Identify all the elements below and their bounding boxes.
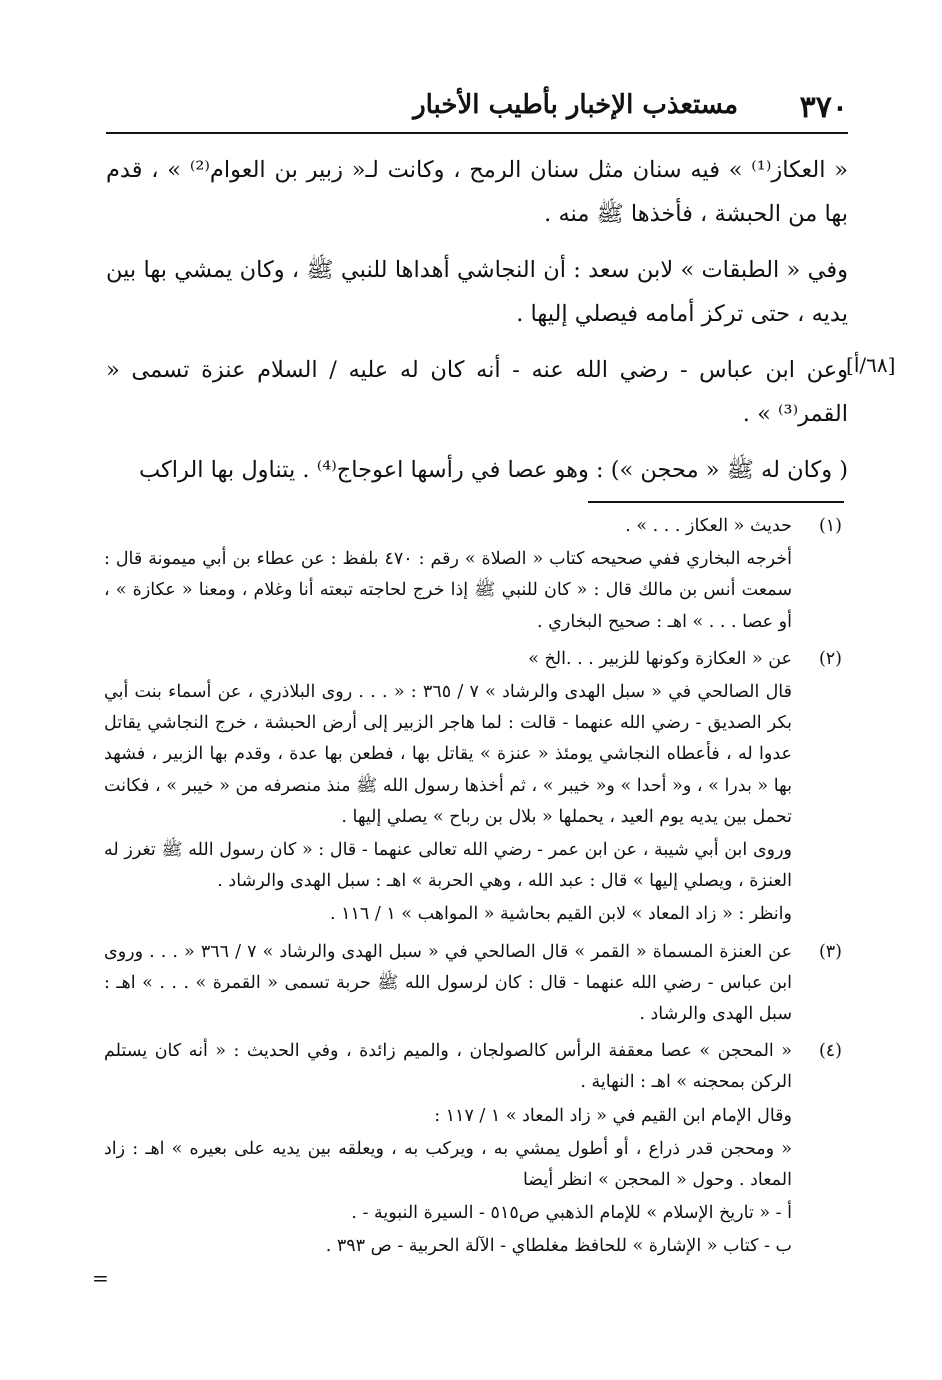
footnote-text: « المحجن » عصا معقفة الرأس كالصولجان ، والميم زائدة ، وفي الحديث : « أنه كان يستلم الركن بمحجنه » اهـ : النهاية . bbox=[104, 1041, 792, 1093]
continuation-mark: = bbox=[92, 1266, 109, 1290]
body-paragraph: « العكاز⁽¹⁾ » فيه سنان مثل سنان الرمح ، وكانت لـ« زبير بن العوام⁽²⁾ » ، قدم بها من الحبشة ، فأخذها ﷺ منه . bbox=[106, 157, 848, 227]
footnote-2 bbox=[104, 644, 842, 931]
margin-folio-marker: [٦٨/أ] bbox=[846, 353, 896, 377]
main-text bbox=[106, 148, 848, 504]
body-paragraph: ( وكان له ﷺ « محجن ») : وهو عصا في رأسها اعوجاج⁽⁴⁾ . يتناول بها الراكب bbox=[138, 457, 848, 483]
footnote-text: أ - « تاريخ الإسلام » للإمام الذهبي ص٥١٥ - السيرة النبوية - . bbox=[351, 1203, 792, 1224]
page-header bbox=[106, 86, 848, 126]
body-paragraph: وفي « الطبقات » لابن سعد : أن النجاشي أهداها للنبي ﷺ ، وكان يمشي بها بين يديه ، حتى تركز أمامه فيصلي إليها . bbox=[106, 257, 848, 327]
footnote-heading: حديث « العكاز . . . » . bbox=[625, 516, 792, 536]
footnote-number: (١) bbox=[818, 516, 842, 536]
footnote-number: (٣) bbox=[818, 941, 842, 962]
running-title: مستعذب الإخبار بأطيب الأخبار bbox=[413, 90, 738, 120]
footnote-1 bbox=[104, 511, 842, 638]
footnote-number: (٢) bbox=[818, 648, 842, 669]
footnote-text: أخرجه البخاري ففي صحيحه كتاب « الصلاة » رقم : ٤٧٠ بلفظ : عن عطاء بن أبي ميمونة قال : سمعت أنس بن مالك قال : « كان للنبي ﷺ إذا خرج لحاجته تبعته أنا وغلام ، ومعنا « عكازة » ، أو عصا . . . » اهـ : صحيح البخاري . bbox=[104, 549, 792, 632]
header-rule bbox=[106, 132, 848, 134]
footnote-text: وانظر : « زاد المعاد » لابن القيم بحاشية « المواهب » ١ / ١١٦ . bbox=[329, 904, 792, 925]
footnote-text: وقال الإمام ابن القيم في « زاد المعاد » ١ / ١١٧ : bbox=[434, 1105, 792, 1126]
footnotes bbox=[104, 511, 842, 1269]
footnote-4 bbox=[104, 1036, 842, 1262]
footnote-separator bbox=[588, 501, 844, 503]
footnote-text: « ومحجن قدر ذراع ، أو أطول يمشي به ، ويركب به ، ويعلقه بين يديه على بعيره » اهـ : زاد المعاد . وحول « المحجن » انظر أيضا bbox=[104, 1138, 792, 1191]
body-paragraph: وعن ابن عباس - رضي الله عنه - أنه كان له عليه / السلام عنزة تسمى « القمر⁽³⁾ » . bbox=[106, 357, 848, 427]
page-number: ٣٧٠ bbox=[799, 90, 848, 125]
footnote-text: وروى ابن أبي شيبة ، عن ابن عمر - رضي الله تعالى عنهما - قال : « كان رسول الله ﷺ تغرز له العنزة ، ويصلي إليها » قال : عبد الله ، وهي الحربة » اهـ : سبل الهدى والرشاد . bbox=[104, 840, 792, 892]
footnote-text: عن العنزة المسماة « القمر » قال الصالحي في « سبل الهدى والرشاد » ٧ / ٣٦٦ « . . . وروى ابن عباس - رضي الله عنهما - قال : كان لرسول الله ﷺ حربة تسمى « القمرة » . . . » اهـ : سبل الهدى والرشاد . bbox=[104, 941, 793, 1025]
footnote-text: ب - كتاب « الإشارة » للحافظ مغلطاي - الآلة الحربية - ص ٣٩٣ . bbox=[325, 1236, 792, 1257]
footnote-heading: عن « العكازة وكونها للزبير . . .الخ » bbox=[528, 648, 792, 669]
footnote-3 bbox=[104, 937, 842, 1031]
footnote-text: قال الصالحي في « سبل الهدى والرشاد » ٧ / ٣٦٥ : « . . . روى البلاذري ، عن أسماء بنت أبي بكر الصديق - رضي الله عنهما - قالت : لما هاجر الزبير إلى أرض الحبشة ، خرج النجاشي يقاتل عدوا له ، فأعطاه النجاشي يومئذ « عنزة » يقاتل بها ، فطعن بها عدة ، وقدم بها الزبير ، فشهد بها « بدرا » ، و« أحدا » و« خيبر » ، ثم أخذها رسول الله ﷺ منذ منصرفه من « خيبر » ، فكانت تحمل بين يديه يوم العيد ، يحملها « بلال بن رباح » يصلي إليها . bbox=[104, 682, 792, 827]
footnote-number: (٤) bbox=[818, 1041, 842, 1062]
